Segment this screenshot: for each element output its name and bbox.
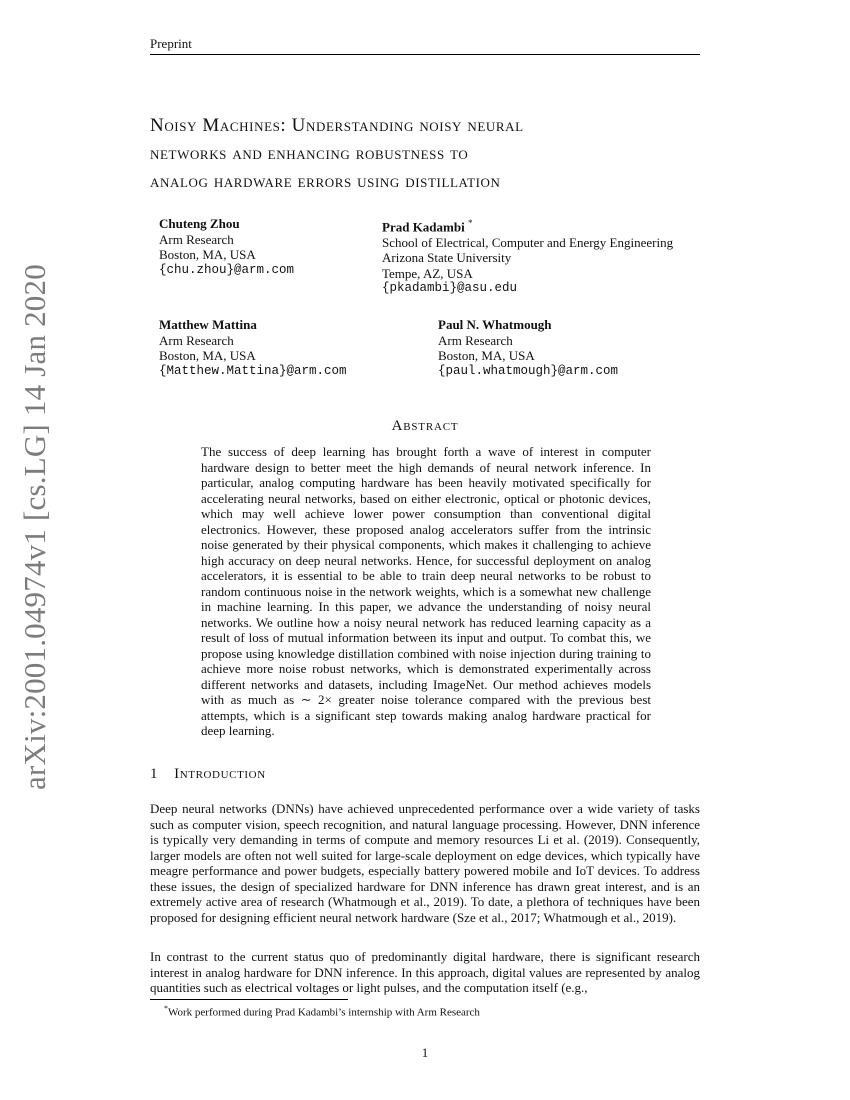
footnote-rule (150, 999, 348, 1000)
running-header: Preprint (150, 36, 192, 51)
author-block (438, 317, 618, 379)
author-location: Boston, MA, USA (438, 348, 535, 363)
author-email: {pkadambi}@asu.edu (382, 281, 518, 296)
title-line: analog hardware errors using distillation (150, 171, 501, 192)
author-name: Paul N. Whatmough (438, 317, 552, 332)
author-name: Chuteng Zhou (159, 216, 240, 231)
footnote-text: Work performed during Prad Kadambi’s internship with Arm Research (168, 1006, 480, 1019)
section-title: Introduction (174, 766, 266, 782)
section-heading (150, 766, 266, 783)
page-number: 1 (421, 1045, 429, 1060)
abstract-heading: Abstract (391, 418, 459, 434)
title-line: Noisy Machines: Understanding noisy neural (150, 115, 524, 136)
author-email: {paul.whatmough}@arm.com (438, 363, 619, 378)
author-name: Prad Kadambi * (382, 218, 473, 235)
author-block (159, 216, 294, 278)
author-affiliation: Arm Research (159, 332, 234, 348)
title-line: networks and enhancing robustness to (150, 143, 469, 164)
footnote-mark: * (467, 218, 473, 228)
abstract-body: The success of deep learning has brought forth a wave of interest in computer hardware design to better meet the high demands of neural network inference. In particular, analog computing hardware has been heavily motivated specifically for accelerating neural networks, based on either electronic, optical or photonic devices, which may well achieve lower power consumption than conventional digital electronics. However, these proposed analog accelerators suffer from the intrinsic noise generated by their physical components, which makes it challenging to achieve high accuracy on deep neural networks. Hence, for successful deployment on analog accelerators, it is essential to be able to train deep neural networks to be robust to random continuous noise in the network weights, which is a somewhat new challenge in machine learning. In this paper, we advance the understanding of noisy neural networks. We outline how a noisy neural network has reduced learning capacity as a result of loss of mutual information between its input and output. To combat this, we propose using knowledge distillation combined with noise injection during training to achieve more noise robust networks, which is demonstrated experimentally across different networks and datasets, including ImageNet. Our method achieves models with as much as ∼ 2× greater noise tolerance compared with the previous best attempts, which is a significant step towards making analog hardware practical for deep learning. (201, 444, 651, 738)
arxiv-stamp: arXiv:2001.04974v1 [cs.LG] 14 Jan 2020 (17, 264, 52, 790)
author-email: {Matthew.Mattina}@arm.com (159, 363, 347, 378)
author-name: Matthew Mattina (159, 317, 257, 332)
body-paragraph: In contrast to the current status quo of predominantly digital hardware, there is significant research interest in analog hardware for DNN inference. In this approach, digital values are represented by analog quantities such as electrical voltages or light pulses, and the computation itself (e.g., (150, 949, 700, 995)
author-affiliation: School of Electrical, Computer and Energy Engineering (382, 234, 674, 250)
author-block (159, 317, 347, 379)
body-paragraph: Deep neural networks (DNNs) have achieved unprecedented performance over a wide variety of tasks such as computer vision, speech recognition, and natural language processing. However, DNN inference is typically very demanding in terms of compute and memory resources Li et al. (2019). Consequently, larger models are often not well suited for large-scale deployment on edge devices, which typically have meagre performance and power budgets, especially battery powered mobile and IoT devices. To address these issues, the design of specialized hardware for DNN inference has drawn great interest, and is an extremely active area of research (Whatmough et al., 2019). To date, a plethora of techniques have been proposed for designing efficient neural network hardware (Sze et al., 2017; Whatmough et al., 2019). (150, 801, 700, 925)
paper-title (150, 112, 710, 196)
header-rule (150, 54, 700, 55)
section-number: 1 (150, 766, 159, 782)
author-location: Tempe, AZ, USA (382, 265, 473, 281)
author-location: Boston, MA, USA (159, 247, 256, 262)
author-location: Boston, MA, USA (159, 348, 256, 363)
author-email: {chu.zhou}@arm.com (159, 262, 295, 277)
footnote-mark: * (164, 1004, 168, 1013)
author-affiliation: Arm Research (159, 231, 234, 247)
author-block (382, 216, 673, 297)
footnote (164, 1004, 480, 1019)
author-affiliation: Arm Research (438, 332, 513, 348)
author-institution: Arizona State University (382, 250, 512, 266)
